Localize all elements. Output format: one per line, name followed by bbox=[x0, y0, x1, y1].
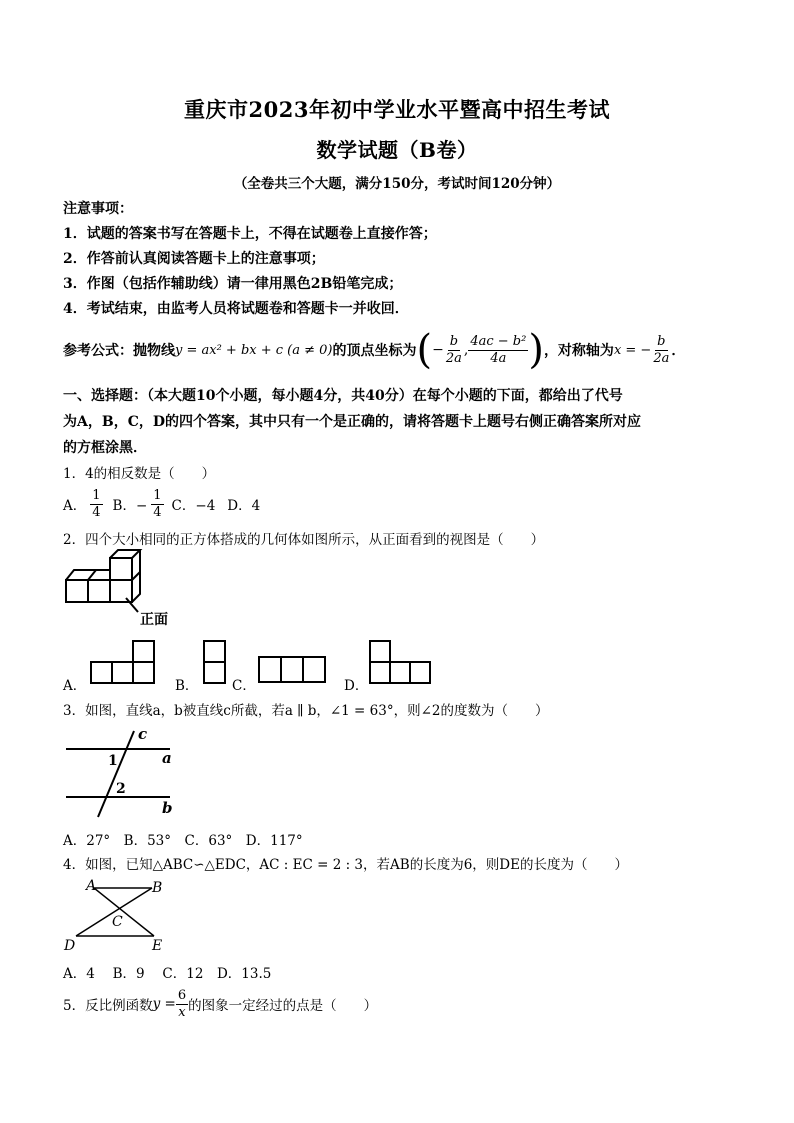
label-D: D bbox=[64, 938, 76, 954]
label-c: c bbox=[138, 725, 148, 743]
question-3-stem: 3．如图，直线a，b被直线c所截，若a ∥ b，∠1 = 63°，则∠2的度数为（ ） bbox=[63, 703, 549, 719]
section1-instruction: 的方框涂黑． bbox=[63, 440, 147, 456]
option-d-view-figure bbox=[369, 640, 433, 684]
question-1-options: A． $\frac{1}{4}$ B．− $\frac{1}{4}$ C．−4 D．4 bbox=[63, 487, 261, 520]
question-4-options: A．4 B．9 C．12 D．13.5 bbox=[63, 966, 272, 982]
option-b-fraction: $\frac{1}{4}$ bbox=[153, 487, 162, 520]
exam-subtitle: 数学试题（B卷） bbox=[316, 138, 478, 162]
label-C: C bbox=[112, 914, 123, 930]
question-4-stem: 4．如图，已知△ABC∽△EDC，AC : EC = 2 : 3，若AB的长度为6，则DE的长度为（ ） bbox=[63, 857, 628, 873]
label-b: b bbox=[162, 799, 173, 817]
formula-axis-text: ，对称轴为 bbox=[543, 343, 614, 359]
axis-fraction: $\frac{b}{2a}$ bbox=[653, 333, 670, 366]
label-a: a bbox=[162, 749, 172, 767]
note-item: 1．试题的答案书写在答题卡上，不得在试题卷上直接作答； bbox=[63, 226, 437, 242]
note-item: 4．考试结束，由监考人员将试题卷和答题卡一并收回． bbox=[63, 301, 409, 317]
question-2-option-a: A． bbox=[63, 678, 87, 694]
formula-vertex-text: 的顶点坐标为 bbox=[332, 343, 417, 359]
question-5-stem: 5．反比例函数 y = $\frac{6}{x}$ 的图象一定经过的点是（ ） bbox=[63, 987, 378, 1020]
notes-heading: 注意事项： bbox=[63, 201, 133, 217]
option-a-fraction: $\frac{1}{4}$ bbox=[92, 487, 101, 520]
question-2-option-c: C． bbox=[232, 678, 256, 694]
front-view-label: 正面 bbox=[140, 612, 168, 628]
angle-1-label: 1 bbox=[108, 753, 118, 769]
question-2-option-b: B． bbox=[175, 678, 199, 694]
reference-formula: 参考公式：抛物线 y = ax² + bx + c (a ≠ 0) 的顶点坐标为 ( − $\frac{b}{2a}$ , $\frac{\text{4ac − b²}}{4a}$ ) ，对称轴为 x = − $\frac{b}{2a}$ ． bbox=[63, 327, 686, 373]
option-b-view-figure bbox=[203, 640, 227, 684]
vertex-y-fraction: $\frac{\text{4ac − b²}}{4a}$ bbox=[470, 333, 527, 366]
vertex-x-fraction: $\frac{b}{2a}$ bbox=[445, 333, 462, 366]
parallel-lines-figure bbox=[64, 725, 184, 817]
question-1-stem: 1．4的相反数是（ ） bbox=[63, 466, 216, 482]
note-item: 3．作图（包括作辅助线）请一律用黑色2B铅笔完成； bbox=[63, 276, 403, 292]
label-E: E bbox=[152, 938, 163, 954]
right-paren: ) bbox=[528, 327, 544, 373]
left-paren: ( bbox=[416, 327, 433, 373]
exam-info: （全卷共三个大题，满分150分，考试时间120分钟） bbox=[233, 176, 561, 192]
question-3-options: A．27° B．53° C．63° D．117° bbox=[63, 833, 303, 849]
section1-instruction: 为A，B，C，D的四个答案，其中只有一个是正确的，请将答题卡上题号右侧正确答案所对应 bbox=[63, 414, 641, 430]
option-a-view-figure bbox=[90, 640, 156, 684]
similar-triangles-figure bbox=[64, 878, 174, 954]
formula-equation: y = ax² + bx + c (a ≠ 0) bbox=[175, 342, 333, 358]
formula-prefix: 参考公式：抛物线 bbox=[63, 343, 175, 359]
angle-2-label: 2 bbox=[116, 781, 126, 797]
question-5-fraction: $\frac{6}{x}$ bbox=[177, 987, 187, 1020]
option-c-view-figure bbox=[258, 656, 328, 684]
note-item: 2．作答前认真阅读答题卡上的注意事项； bbox=[63, 251, 325, 267]
label-A: A bbox=[86, 878, 97, 894]
question-2-stem: 2．四个大小相同的正方体搭成的几何体如图所示，从正面看到的视图是（ ） bbox=[63, 532, 545, 548]
label-B-visible: B bbox=[152, 880, 163, 896]
question-2-option-d: D． bbox=[344, 678, 369, 694]
exam-title: 重庆市2023年初中学业水平暨高中招生考试 bbox=[184, 97, 610, 122]
section1-instruction: 一、选择题：（本大题10个小题，每小题4分，共40分）在每个小题的下面，都给出了代号 bbox=[63, 388, 623, 404]
